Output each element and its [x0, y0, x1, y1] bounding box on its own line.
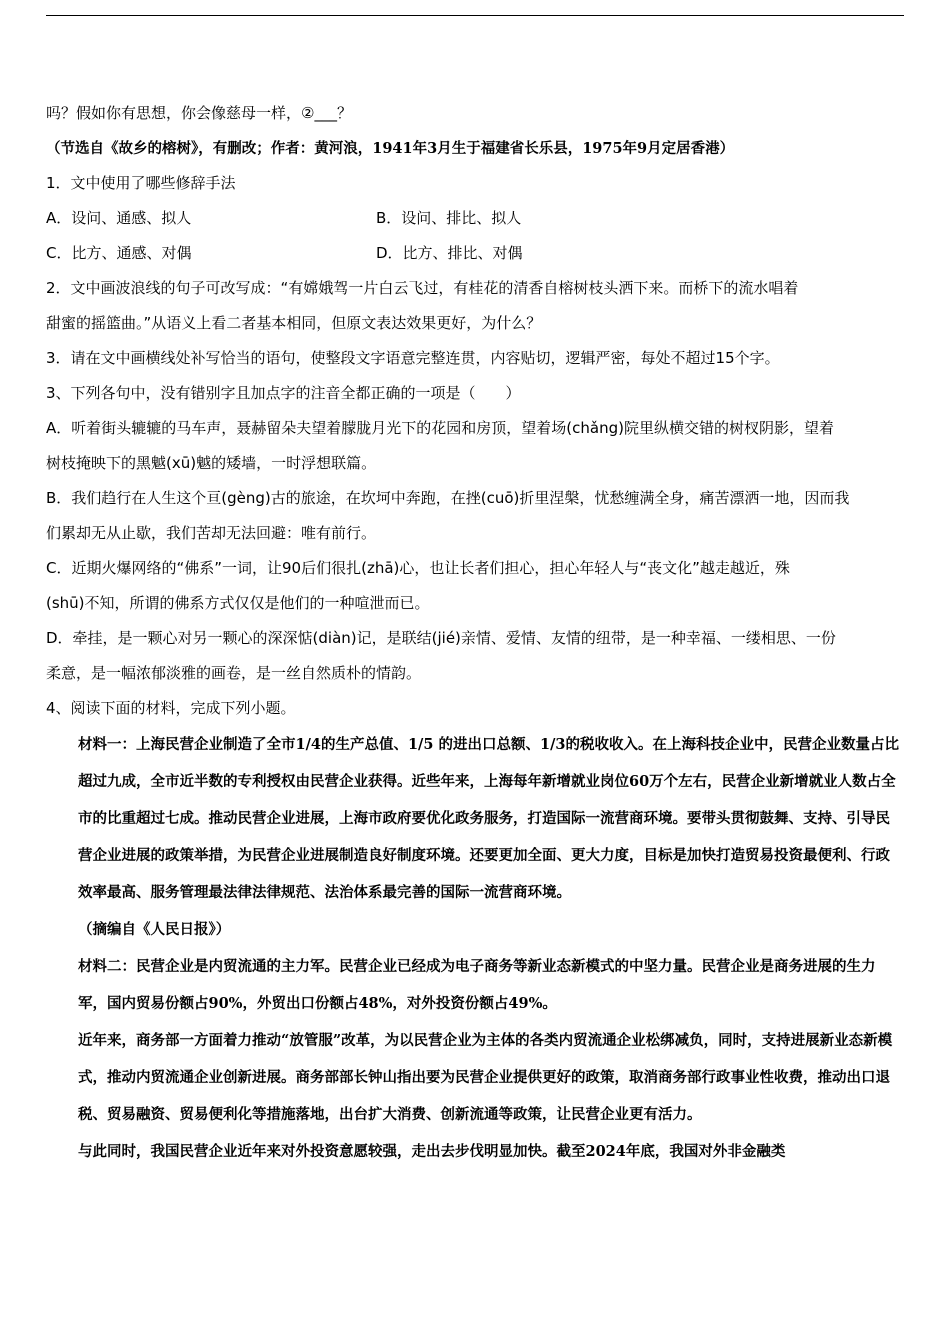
material-1: 材料一：上海民营企业制造了全市1/4的生产总值、1/5 的进出口总额、1/3的税收收入。在上海科技企业中，民营企业数量占比超过九成，全市近半数的专利授权由民营企业获得。近些年来，上海每年新增就业岗位60万个左右，民营企业新增就业人数占全市的比重超过七成。推动民营企业进展，上海市政府要优化政务服务，打造国际一流营商环境。要带头贯彻鼓舞、支持、引导民营企业进展的政策举措，为民营企业进展制造良好制度环境。还要更加全面、更大力度，目标是加快打造贸易投资最便利、行政效率最高、服务管理最法律法律规范、法治体系最完善的国际一流营商环境。: [78, 736, 899, 901]
question-2-cont: 甜蜜的摇篮曲。”从语义上看二者基本相同，但原文表达效果更好，为什么？: [46, 314, 542, 332]
source-note: （节选自《故乡的榕树》，有删改；作者：黄河浪，1941年3月生于福建省长乐县，1975年9月定居香港）: [46, 140, 735, 157]
choice-a: A．设问、通感、拟人: [46, 209, 192, 227]
option-b-line1: B．我们趋行在人生这个亘(gèng)古的旅途，在坎坷中奔跑，在挫(cuō)折里涅槃，忧愁缠满全身，痛苦漂洒一地，因而我: [46, 489, 850, 507]
question-2: 2．文中画波浪线的句子可改写成：“有嫦娥驾一片白云飞过，有桂花的清香自榕树枝头洒下来。而桥下的流水唱着: [46, 279, 799, 297]
option-a-line1: A．听着街头辘辘的马车声，聂赫留朵夫望着朦胧月光下的花园和房顶，望着场(chǎng)院里纵横交错的树杈阴影，望着: [46, 419, 834, 437]
choice-b: B．设问、排比、拟人: [376, 209, 522, 227]
header-rule: [46, 15, 904, 16]
question-3: 3．请在文中画横线处补写恰当的语句，使整段文字语意完整连贯，内容贴切，逻辑严密，每处不超过15个字。: [46, 349, 780, 367]
section-4-title: 4、阅读下面的材料，完成下列小题。: [46, 699, 296, 717]
choice-row: [46, 201, 904, 236]
option-d-line2: 柔意，是一幅浓郁淡雅的画卷，是一丝自然质朴的情韵。: [46, 664, 422, 682]
material-2-para3: 与此同时，我国民营企业近年来对外投资意愿较强，走出去步伐明显加快。截至2024年底，我国对外非金融类: [78, 1143, 786, 1160]
option-c-line1: C．近期火爆网络的“佛系”一词，让90后们很扎(zhā)心，也让长者们担心，担心年轻人与“丧文化”越走越近，殊: [46, 559, 790, 577]
option-d-line1: D．牵挂，是一颗心对另一颗心的深深惦(diàn)记，是联结(jié)亲情、爱情、友情的纽带，是一种幸福、一缕相思、一份: [46, 629, 836, 647]
document-body: [46, 96, 904, 1170]
material-2: 材料二：民营企业是内贸流通的主力军。民营企业已经成为电子商务等新业态新模式的中坚力量。民营企业是商务进展的生力军，国内贸易份额占90%，外贸出口份额占48%，对外投资份额占49%。: [78, 958, 876, 1012]
option-c-line2: (shū)不知，所谓的佛系方式仅仅是他们的一种喧泄而已。: [46, 594, 430, 612]
option-b-line2: 们累却无从止歇，我们苦却无法回避：唯有前行。: [46, 524, 377, 542]
choice-c: C．比方、通感、对偶: [46, 244, 192, 262]
choice-d: D．比方、排比、对偶: [376, 244, 523, 262]
text-line: 吗？假如你有思想，你会像慈母一样，②___？: [46, 104, 352, 122]
question-1: 1．文中使用了哪些修辞手法: [46, 174, 236, 192]
material-2-para2: 近年来，商务部一方面着力推动“放管服”改革，为以民营企业为主体的各类内贸流通企业松绑减负，同时，支持进展新业态新模式，推动内贸流通企业创新进展。商务部部长钟山指出要为民营企业提供更好的政策，取消商务部行政事业性收费，推动出口退税、贸易融资、贸易便利化等措施落地，出台扩大消费、创新流通等政策，让民营企业更有活力。: [78, 1032, 893, 1123]
choice-row: [46, 236, 904, 271]
section-3-title: 3、下列各句中，没有错别字且加点字的注音全都正确的一项是（ ）: [46, 384, 521, 402]
material-1-source: （摘编自《人民日报》）: [78, 921, 231, 938]
option-a-line2: 树枝掩映下的黑魆(xū)魆的矮墙，一时浮想联篇。: [46, 454, 377, 472]
